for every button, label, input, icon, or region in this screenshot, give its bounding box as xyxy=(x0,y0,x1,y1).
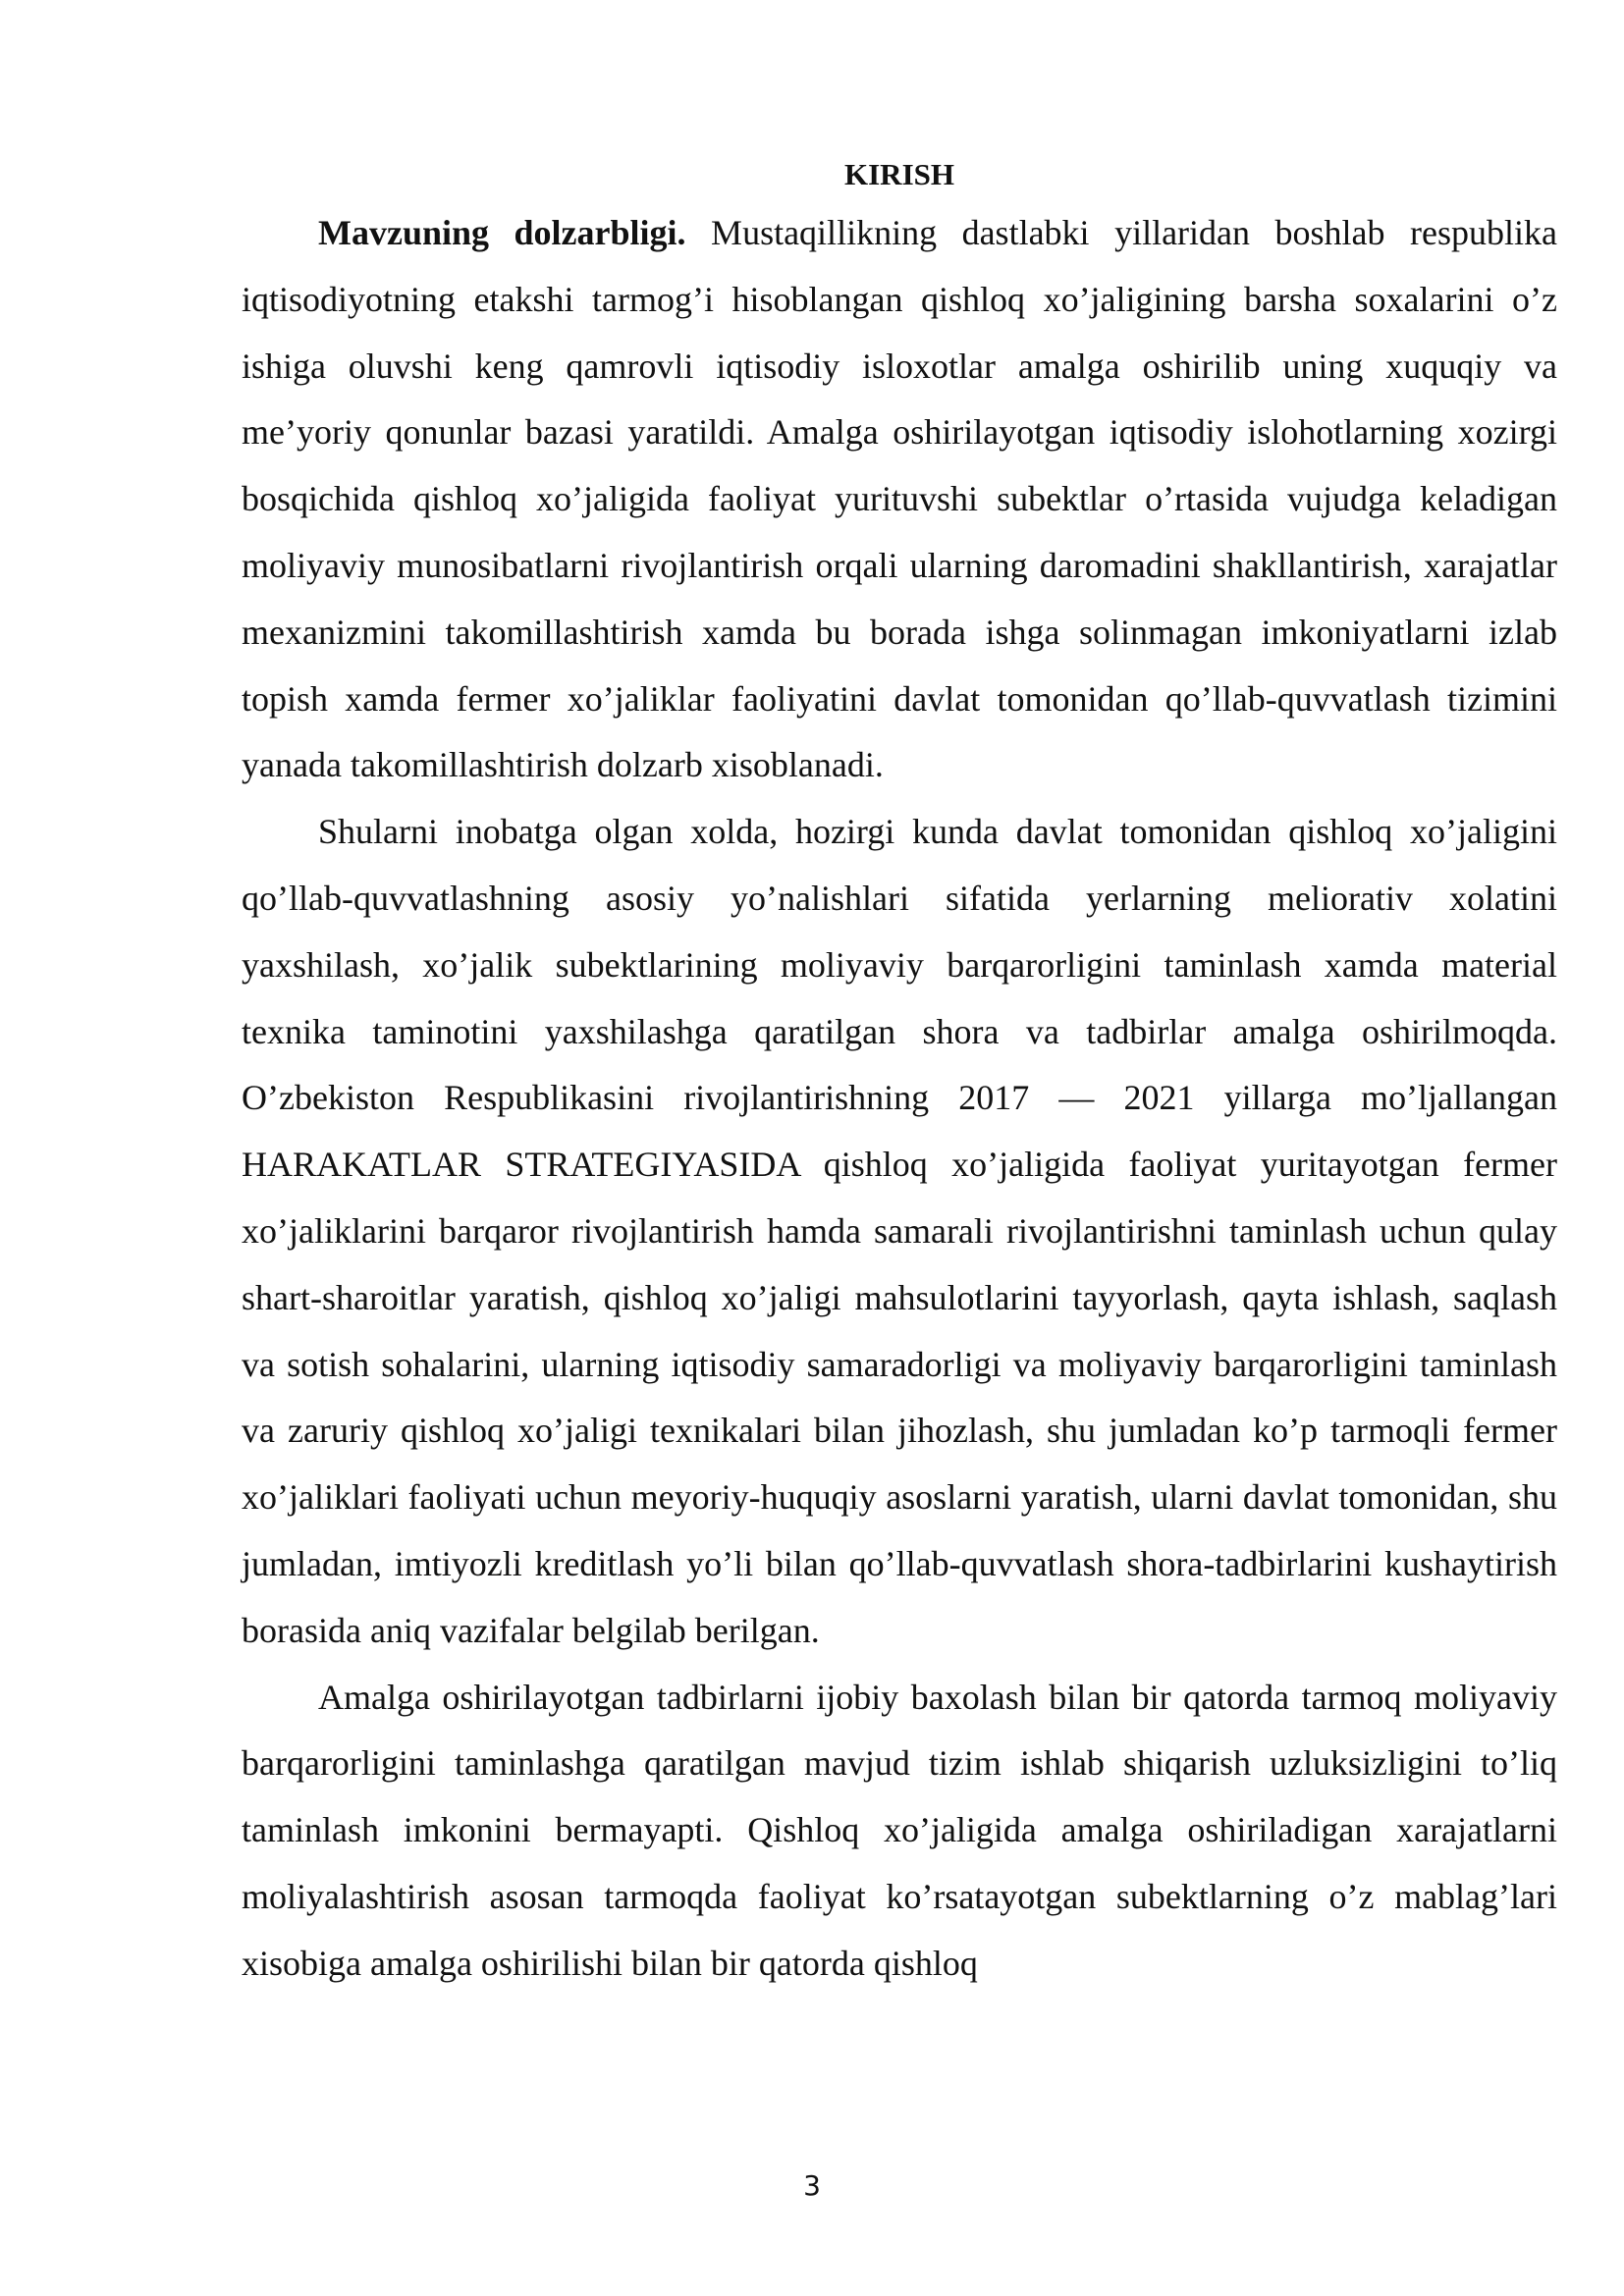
section-heading: KIRISH xyxy=(844,157,954,191)
page-body xyxy=(242,149,1557,1998)
paragraph-2: Shularni inobatga olgan xolda, hozirgi kunda davlat tomonidan qishloq xo’jaligini qo’llab-quvvatlashning asosiy yo’nalishlari sifatida yerlarning meliorativ xolatini yaxshilash, xo’jalik subektlarining moliyaviy barqarorligini taminlash xamda material texnika taminotini yaxshilashga qaratilgan shora va tadbirlar amalga oshirilmoqda. O’zbekiston Respublikasini rivojlantirishning 2017 — 2021 yillarga mo’ljallangan HARAKATLAR STRATEGIYASIDA qishloq xo’jaligida faoliyat yuritayotgan fermer xo’jaliklarini barqaror rivojlantirish hamda samarali rivojlantirishni taminlash uchun qulay shart-sharoitlar yaratish, qishloq xo’jaligi mahsulotlarini tayyorlash, qayta ishlash, saqlash va sotish sohalarini, ularning iqtisodiy samaradorligi va moliyaviy barqarorligini taminlash va zaruriy qishloq xo’jaligi texnikalari bilan jihozlash, shu jumladan ko’p tarmoqli fermer xo’jaliklari faoliyati uchun meyoriy-huquqiy asoslarni yaratish, ularni davlat tomonidan, shu jumladan, imtiyozli kreditlash yo’li bilan qo’llab-quvvatlash shora-tadbirlarini kushaytirish borasida aniq vazifalar belgilab berilgan. xyxy=(242,812,1557,1650)
page-number: 3 xyxy=(803,2169,821,2202)
paragraph-1 xyxy=(242,200,1557,799)
paragraph-1-text: Mustaqillikning dastlabki yillaridan boshlab respublika iqtisodiyotning etakshi tarmog’i hisoblangan qishloq xo’jaligining barsha soxalarini o’z ishiga oluvshi keng qamrovli iqtisodiy isloxotlar amalga oshirilib uning xuquqiy va me’yoriy qonunlar bazasi yaratildi. Amalga oshirilayotgan iqtisodiy islohotlarning xozirgi bosqichida qishloq xo’jaligida faoliyat yurituvshi subektlar o’rtasida vujudga keladigan moliyaviy munosibatlarni rivojlantirish orqali ularning daromadini shakllantirish, xarajatlar mexanizmini takomillashtirish xamda bu borada ishga solinmagan imkoniyatlarni izlab topish xamda fermer xo’jaliklar faoliyatini davlat tomonidan qo’llab-quvvatlash tizimini yanada takomillashtirish dolzarb xisoblanadi. xyxy=(242,213,1557,785)
paragraph-3: Amalga oshirilayotgan tadbirlarni ijobiy baxolash bilan bir qatorda tarmoq moliyaviy barqarorligini taminlashga qaratilgan mavjud tizim ishlab shiqarish uzluksizligini to’liq taminlash imkonini bermayapti. Qishloq xo’jaligida amalga oshiriladigan xarajatlarni moliyalashtirish asosan tarmoqda faoliyat ko’rsatayotgan subektlarning o’z mablag’lari xisobiga amalga oshirilishi bilan bir qatorda qishloq xyxy=(242,1677,1557,1983)
paragraph-lead-bold: Mavzuning dolzarbligi. xyxy=(318,213,686,252)
